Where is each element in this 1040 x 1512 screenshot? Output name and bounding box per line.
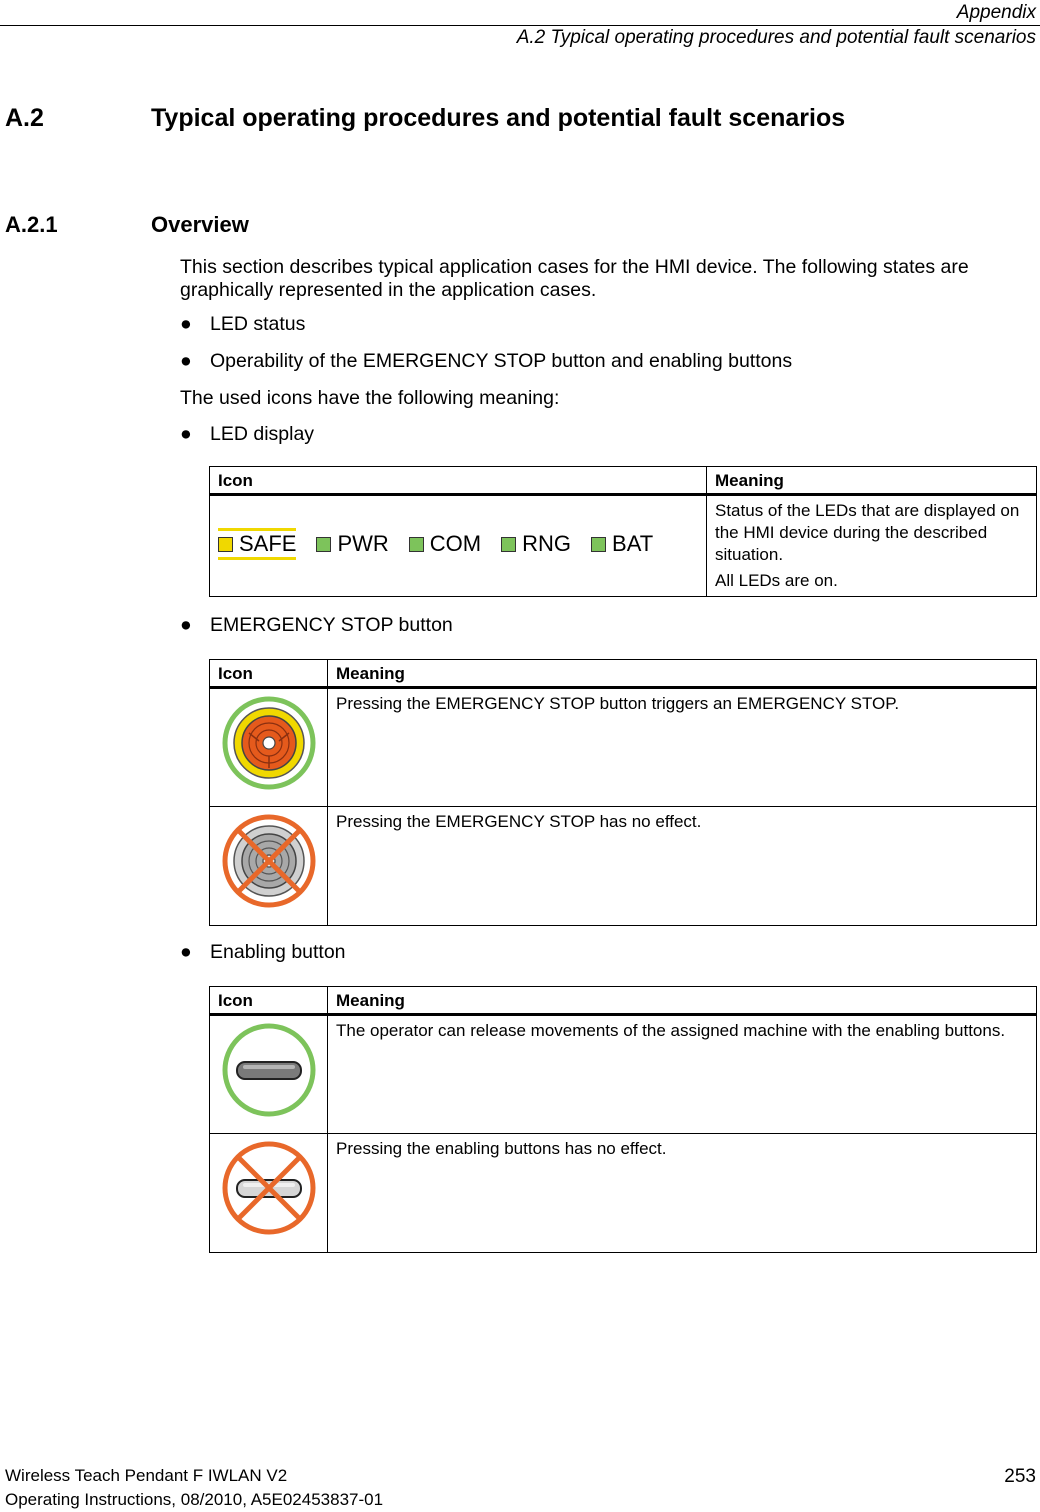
subsection-number: A.2.1 <box>5 212 58 237</box>
led-square-icon <box>218 537 233 552</box>
footer-doc-info: Operating Instructions, 08/2010, A5E02453837-01 <box>5 1490 384 1509</box>
enabling-table-icon-header: Icon <box>210 987 328 1015</box>
led-bat <box>591 533 653 555</box>
led-table-meaning-header: Meaning <box>707 467 1037 495</box>
led-label: SAFE <box>239 531 297 556</box>
section-title: Typical operating procedures and potential fault scenarios <box>151 104 846 132</box>
led-label: PWR <box>337 531 389 556</box>
estop-table-icon-header: Icon <box>210 660 328 688</box>
led-label: RNG <box>522 531 572 556</box>
footer-product: Wireless Teach Pendant F IWLAN V2 <box>5 1466 288 1485</box>
subsection-title: Overview <box>151 212 249 237</box>
icons-intro: The used icons have the following meaning: <box>180 387 560 409</box>
led-meaning-text: Status of the LEDs that are displayed on the HMI device during the described situation. <box>715 501 1020 564</box>
led-table <box>209 466 1037 597</box>
enabling-active-cell <box>210 1015 328 1134</box>
state-item-led: ● LED status <box>180 313 306 335</box>
led-indicator-row <box>218 528 698 560</box>
led-square-icon <box>501 537 516 552</box>
state-item-operability: ● Operability of the EMERGENCY STOP button and enabling buttons <box>180 350 793 372</box>
estop-table <box>209 659 1037 926</box>
led-meaning-text-2: All LEDs are on. <box>715 571 838 590</box>
estop-inactive-cell <box>210 807 328 926</box>
led-safe <box>218 528 296 560</box>
bullet-led-display: ● LED display <box>180 423 315 445</box>
estop-inactive-icon <box>219 811 319 911</box>
header-section: A.2 Typical operating procedures and potential fault scenarios <box>516 27 1036 48</box>
estop-active-cell <box>210 688 328 807</box>
subsection-heading <box>5 212 249 238</box>
led-square-icon <box>409 537 424 552</box>
enabling-inactive-cell <box>210 1134 328 1253</box>
footer <box>5 1464 383 1512</box>
led-rng <box>501 533 571 555</box>
estop-active-icon <box>219 693 319 793</box>
enabling-inactive-icon <box>219 1138 319 1238</box>
bullet-enabling: ● Enabling button <box>180 941 346 963</box>
estop-active-meaning: Pressing the EMERGENCY STOP button triggers an EMERGENCY STOP. <box>328 688 1037 807</box>
led-label: BAT <box>612 531 654 556</box>
led-icon-cell <box>210 495 707 597</box>
bullet-estop: ● EMERGENCY STOP button <box>180 614 453 636</box>
header-chapter: Appendix <box>956 2 1036 23</box>
intro-paragraph: This section describes typical application cases for the HMI device. The following states are graphically represented in the application cases. <box>180 256 969 301</box>
enabling-active-meaning: The operator can release movements of the assigned machine with the enabling buttons. <box>328 1015 1037 1134</box>
estop-table-meaning-header: Meaning <box>328 660 1037 688</box>
led-com <box>409 533 481 555</box>
led-square-icon <box>591 537 606 552</box>
enabling-table-meaning-header: Meaning <box>328 987 1037 1015</box>
section-number: A.2 <box>5 104 44 132</box>
page-number: 253 <box>1004 1466 1036 1487</box>
enabling-inactive-meaning: Pressing the enabling buttons has no effect. <box>328 1134 1037 1253</box>
led-square-icon <box>316 537 331 552</box>
section-heading <box>5 104 845 133</box>
led-meaning-cell <box>707 495 1037 597</box>
enabling-active-icon <box>219 1020 319 1120</box>
led-table-icon-header: Icon <box>210 467 707 495</box>
estop-inactive-meaning: Pressing the EMERGENCY STOP has no effect. <box>328 807 1037 926</box>
led-label: COM <box>429 531 482 556</box>
header-rule <box>0 25 1040 26</box>
led-pwr <box>316 533 388 555</box>
enabling-table <box>209 986 1037 1253</box>
